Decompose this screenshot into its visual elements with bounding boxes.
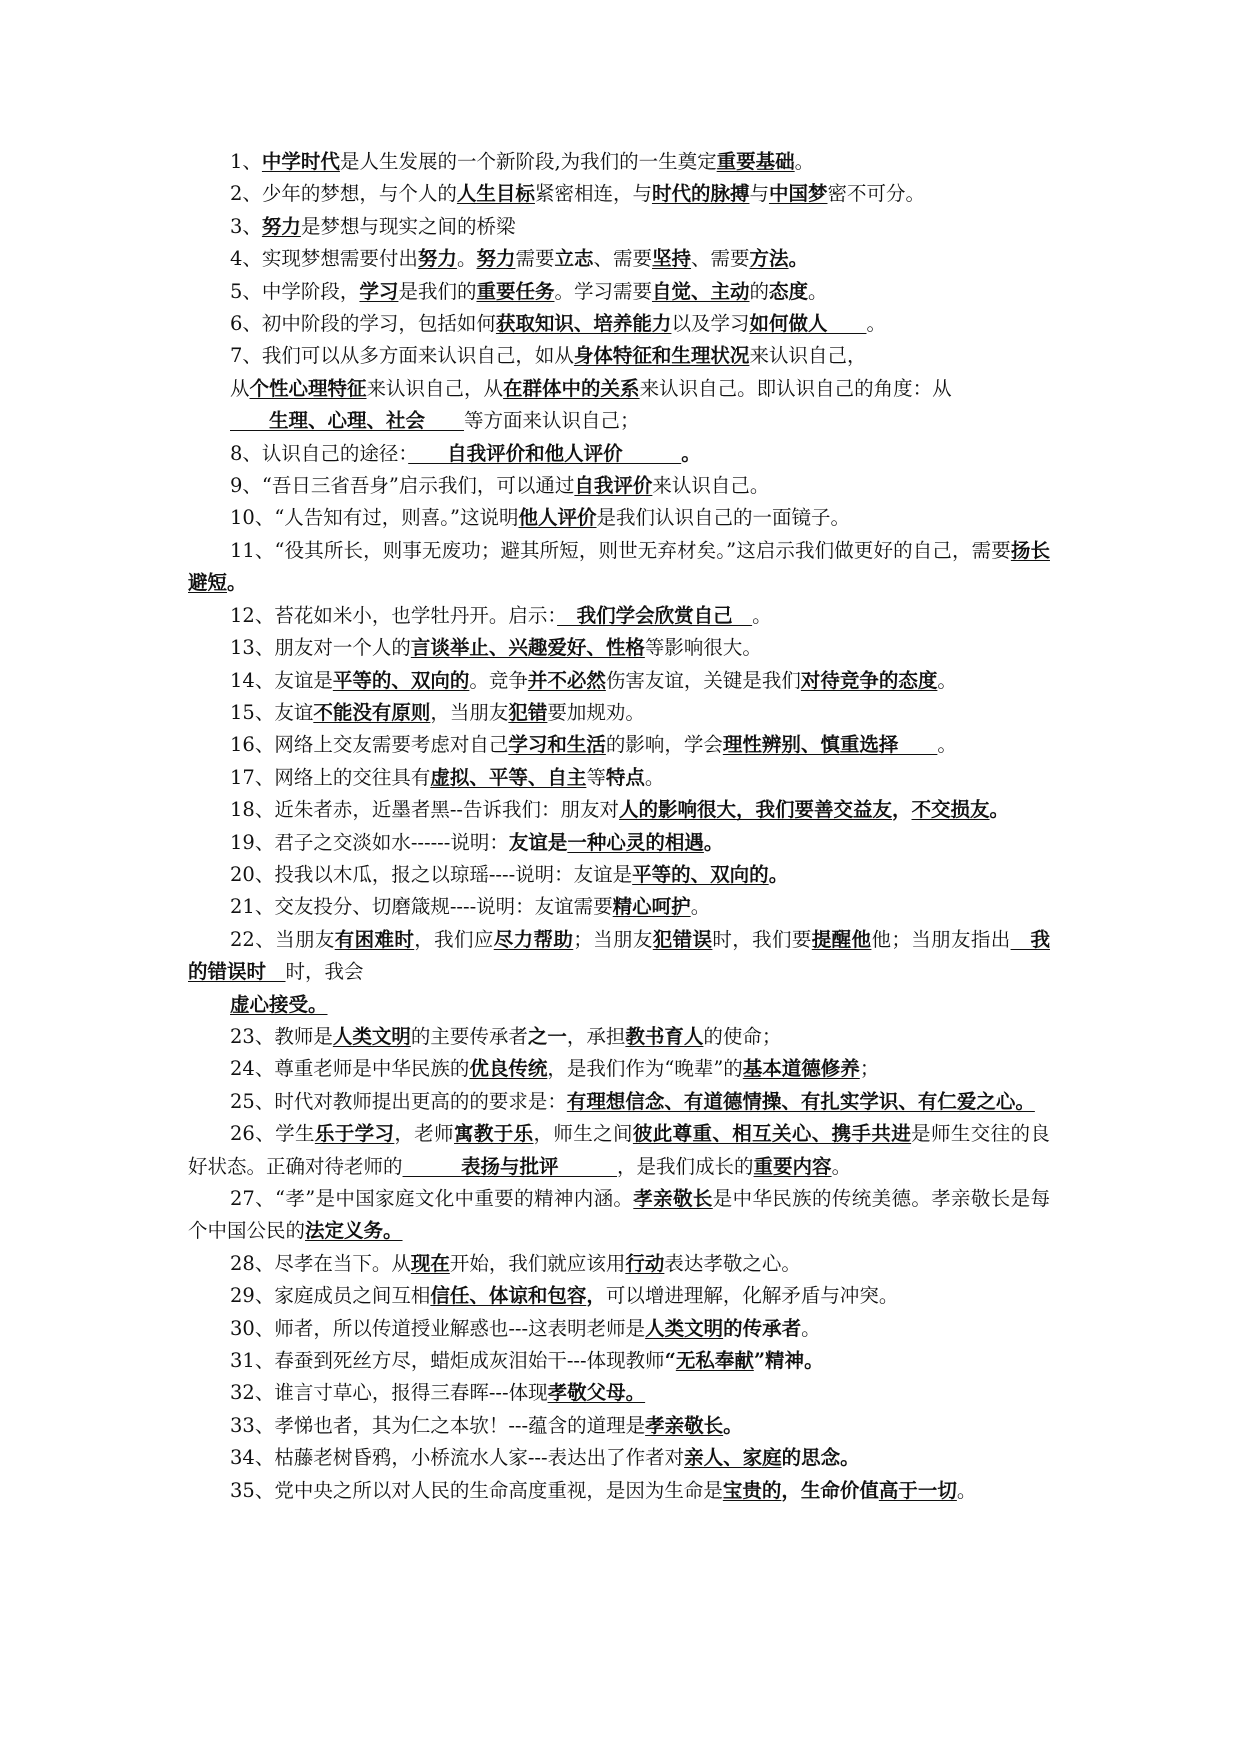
bold-text: ， xyxy=(586,1284,606,1308)
text-segment: 。 xyxy=(794,150,815,173)
item-line xyxy=(188,1475,1050,1507)
text-segment: 15、友谊 xyxy=(230,700,314,724)
text-segment: ，承担 xyxy=(566,1024,626,1048)
text-segment: 33、孝悌也者，其为仁之本欤！---蕴含的道理是 xyxy=(230,1413,646,1437)
key-phrase: 中学时代 xyxy=(261,150,340,173)
key-phrase: 教书育人 xyxy=(625,1024,704,1048)
text-segment: 。 xyxy=(752,603,772,627)
bold-text: 。 xyxy=(703,830,724,854)
text-segment: 他；当朋友指出 xyxy=(871,927,1011,951)
key-phrase: 寓教于乐 xyxy=(453,1122,534,1146)
text-segment: 20、投我以木瓜，报之以琼瑶----说明：友谊是 xyxy=(230,862,633,886)
text-segment: 。 xyxy=(937,733,957,757)
key-phrase: 无私奉献 xyxy=(675,1349,754,1373)
item-line xyxy=(188,794,1050,826)
text-segment: 来认识自己。 xyxy=(652,474,770,498)
text-segment: 9、“吾日三省吾身”启示我们，可以通过 xyxy=(230,474,575,498)
bold-text: 的传承者 xyxy=(723,1316,802,1340)
text-segment: 。 xyxy=(866,312,886,336)
text-segment: ；当朋友 xyxy=(573,927,653,951)
key-phrase: 人类文明 xyxy=(332,1024,411,1048)
text-segment: 紧密相连，与 xyxy=(534,182,652,206)
key-phrase: 对待竞争的态度 xyxy=(800,668,938,692)
text-segment: 时，我们要 xyxy=(712,927,812,951)
bold-text: 精神 xyxy=(765,1349,805,1373)
key-phrase: 行动 xyxy=(625,1251,665,1275)
text-segment: ，老师 xyxy=(394,1122,454,1146)
key-phrase: 乐于学习 xyxy=(314,1122,395,1146)
text-segment: 是我们的 xyxy=(398,279,477,303)
key-phrase: 优良传统 xyxy=(469,1057,548,1081)
item-line xyxy=(188,1248,1050,1280)
text-segment: 。 xyxy=(644,765,665,789)
key-phrase: 中国梦 xyxy=(768,182,828,206)
key-phrase: 学习 xyxy=(359,279,399,303)
item-line xyxy=(188,211,1050,243)
text-segment: 25、时代对教师提出更高的的要求是： xyxy=(230,1089,567,1113)
bold-text: 。 xyxy=(227,571,247,595)
key-phrase: 一种心灵的相遇 xyxy=(567,830,704,854)
key-phrase: 表扬与批评 xyxy=(402,1154,618,1178)
text-segment: 。学习需要 xyxy=(554,279,652,303)
key-phrase: 彼此尊重、相互关心、携手共进 xyxy=(632,1122,912,1146)
text-segment: 来认识自己， xyxy=(749,344,867,368)
item-line xyxy=(188,1021,1050,1053)
key-phrase: 方法 xyxy=(749,247,789,271)
text-segment: 、需要 xyxy=(691,247,750,271)
text-segment: 26、学生 xyxy=(230,1122,315,1146)
key-phrase: 尽力帮助 xyxy=(493,927,574,951)
text-segment: 28、尽孝在当下。从 xyxy=(230,1251,411,1275)
item-line xyxy=(188,340,1050,372)
text-segment: 。 xyxy=(690,895,711,919)
key-phrase: 生理、心理、社会 xyxy=(230,409,465,433)
item-line xyxy=(188,1345,1050,1377)
item-line xyxy=(188,1086,1050,1118)
bold-text: 立志 xyxy=(554,247,594,271)
text-segment: 等 xyxy=(586,765,606,789)
bold-text: 。 xyxy=(768,862,789,886)
key-phrase: 人类文明 xyxy=(645,1316,724,1340)
text-segment: 时，我会 xyxy=(285,960,364,984)
item-line xyxy=(188,405,1050,437)
text-segment: 10、“人告知有过，则喜。”这说明 xyxy=(230,506,519,530)
text-segment: 是人生发展的一个新阶段,为我们的一生奠定 xyxy=(339,150,717,173)
key-phrase: 平等的、双向的 xyxy=(332,668,470,692)
text-segment: 要加规劝。 xyxy=(547,700,645,724)
key-phrase: 精心呵护 xyxy=(612,895,691,919)
key-phrase: 获取知识、培养能力 xyxy=(495,312,672,336)
key-phrase: 个性心理特征 xyxy=(249,376,367,400)
item-line xyxy=(188,697,1050,729)
key-phrase: 在群体中的关系 xyxy=(503,376,640,400)
text-segment: ，师生之间 xyxy=(533,1122,633,1146)
item-line xyxy=(188,276,1050,308)
item-line xyxy=(188,632,1050,664)
item-line xyxy=(188,665,1050,697)
text-segment: 是梦想与现实之间的桥梁 xyxy=(300,214,516,238)
item-line xyxy=(188,178,1050,210)
item-line xyxy=(188,859,1050,891)
bold-text: 。 xyxy=(723,1413,743,1437)
key-phrase: 犯错 xyxy=(508,700,548,724)
text-segment: 。 xyxy=(937,668,957,692)
key-phrase: 我们学会欣赏自己 xyxy=(557,603,753,627)
text-segment: 1、 xyxy=(230,150,262,173)
key-phrase: 虚拟、平等、自主 xyxy=(430,765,587,789)
key-phrase: 我的错误时 xyxy=(188,927,1050,984)
key-phrase: 时代的脉搏 xyxy=(651,182,750,206)
text-segment: 17、网络上的交往具有 xyxy=(230,765,431,789)
text-segment: ，是我们作为“晚辈”的 xyxy=(547,1057,743,1081)
bold-text: ，生命价值 xyxy=(781,1478,879,1502)
text-segment: 是我们认识自己的一面镜子。 xyxy=(596,506,851,530)
key-phrase: 亲人、家庭 xyxy=(684,1446,782,1470)
bold-text: ” xyxy=(753,1349,766,1373)
text-segment: 14、友谊是 xyxy=(230,668,333,692)
bold-text: 。 xyxy=(681,441,701,465)
text-segment: 。 xyxy=(831,1154,852,1178)
text-segment: 。 xyxy=(801,1316,821,1340)
item-line xyxy=(188,989,1050,1021)
text-segment: 19、君子之交淡如水------说明： xyxy=(230,830,509,854)
key-phrase: 坚持 xyxy=(652,247,692,271)
text-segment: 的 xyxy=(749,279,770,303)
key-phrase: 并不必然 xyxy=(527,668,606,692)
text-segment: 11、“役其所长，则事无废功；避其所短，则世无弃材矣。”这启示我们做更好的自己，需要 xyxy=(230,538,1011,562)
text-segment: ； xyxy=(859,1057,880,1081)
item-line xyxy=(188,1313,1050,1345)
item-line xyxy=(188,762,1050,794)
document-page xyxy=(188,146,1050,1507)
text-segment: 的影响，学会 xyxy=(605,733,723,757)
key-phrase: 自我评价 xyxy=(574,474,653,498)
text-segment: 12、苔花如米小，也学牡丹开。启示： xyxy=(230,603,558,627)
text-segment: 来认识自己，从 xyxy=(366,376,504,400)
text-segment: 的主要传承者 xyxy=(410,1024,528,1048)
key-phrase: 自觉、主动 xyxy=(651,279,750,303)
item-line xyxy=(188,438,1050,470)
key-phrase: 犯错误 xyxy=(652,927,713,951)
text-segment: 表达孝敬之心。 xyxy=(664,1251,801,1275)
text-segment: 需要 xyxy=(515,247,555,271)
item-line xyxy=(188,1280,1050,1312)
key-phrase: 他人评价 xyxy=(518,506,597,530)
text-segment: 22、当朋友 xyxy=(230,927,335,951)
item-line xyxy=(188,243,1050,275)
item-line xyxy=(188,924,1050,989)
key-phrase: 虚心接受。 xyxy=(230,992,328,1016)
key-phrase: 理性辨别、慎重选择 xyxy=(722,733,938,757)
bold-text: 。 xyxy=(788,247,809,271)
key-phrase: 现在 xyxy=(410,1251,450,1275)
text-segment: 21、交友投分、切磨箴规----说明：友谊需要 xyxy=(230,895,613,919)
text-segment: 3、 xyxy=(230,214,262,238)
bold-text: 。 xyxy=(840,1446,860,1470)
key-phrase: 如何做人 xyxy=(749,312,867,336)
item-line xyxy=(188,535,1050,600)
text-segment: 。 xyxy=(808,279,828,303)
key-phrase: 信任、体谅和包容 xyxy=(430,1284,587,1308)
item-line xyxy=(188,827,1050,859)
bold-text: 之一 xyxy=(527,1024,567,1048)
text-segment: 是中华民族的传统美德。孝亲敬长是每个中国公民的 xyxy=(188,1187,1050,1243)
text-segment: 31、春蚕到死丝方尽，蜡炬成灰泪始干---体现教师 xyxy=(230,1349,665,1373)
item-line xyxy=(188,146,1050,178)
key-phrase: 重要任务 xyxy=(476,279,555,303)
text-segment: 30、师者，所以传道授业解惑也---这表明老师是 xyxy=(230,1316,646,1340)
text-segment: 来认识自己。即认识自己的角度：从 xyxy=(639,376,952,400)
text-segment: 18、近朱者赤，近墨者黑--告诉我们：朋友对 xyxy=(230,798,619,822)
text-segment: 、需要 xyxy=(593,247,653,271)
bold-text: “ xyxy=(664,1349,676,1373)
bold-text: ， xyxy=(892,798,912,822)
text-segment: 与 xyxy=(749,182,769,206)
item-line xyxy=(188,308,1050,340)
key-phrase: 重要内容 xyxy=(753,1154,832,1178)
key-phrase: 不能没有原则 xyxy=(313,700,431,724)
key-phrase: 言谈举止、兴趣爱好、性格 xyxy=(410,636,645,660)
key-phrase: 孝亲敬长 xyxy=(633,1187,713,1210)
key-phrase: 孝敬父母。 xyxy=(547,1381,646,1405)
key-phrase: 努力 xyxy=(417,247,457,271)
key-phrase: 孝亲敬长 xyxy=(645,1413,724,1437)
item-line xyxy=(188,1118,1050,1183)
text-segment: 。竞争 xyxy=(469,668,528,692)
text-segment: ，是我们成长的 xyxy=(617,1154,754,1178)
key-phrase: 平等的、双向的 xyxy=(632,862,769,886)
item-line xyxy=(188,373,1050,405)
key-phrase: 高于一切 xyxy=(878,1478,957,1502)
item-line xyxy=(188,1410,1050,1442)
text-segment: 5、中学阶段， xyxy=(230,279,360,303)
key-phrase: 扬长避短 xyxy=(188,538,1050,595)
text-segment: 24、尊重老师是中华民族的 xyxy=(230,1057,470,1081)
text-segment: 34、枯藤老树昏鸦，小桥流水人家---表达出了作者对 xyxy=(230,1446,685,1470)
text-segment: 6、初中阶段的学习，包括如何 xyxy=(230,312,496,336)
key-phrase: 提醒他 xyxy=(811,927,872,951)
key-phrase: 重要基础 xyxy=(716,150,795,173)
key-phrase: 不交损友 xyxy=(911,798,990,822)
bold-text: 。 xyxy=(804,1349,824,1373)
text-segment: 23、教师是 xyxy=(230,1024,333,1048)
item-line xyxy=(188,1053,1050,1085)
item-line xyxy=(188,891,1050,923)
key-phrase: 学习和生活 xyxy=(508,733,606,757)
bold-text: 态度 xyxy=(769,279,809,303)
text-segment: 等方面来认识自己； xyxy=(464,409,640,433)
key-phrase: 自我评价和他人评价 xyxy=(408,441,682,465)
text-segment: 2、少年的梦想，与个人的 xyxy=(230,182,457,206)
key-phrase: 人生目标 xyxy=(456,182,535,206)
text-segment: 4、实现梦想需要付出 xyxy=(230,247,418,271)
text-segment: 。 xyxy=(956,1478,977,1502)
text-segment: 从 xyxy=(230,376,250,400)
text-segment: 的使命； xyxy=(703,1024,782,1048)
text-segment: 13、朋友对一个人的 xyxy=(230,636,411,660)
text-segment: 密不可分。 xyxy=(827,182,926,206)
text-segment: 16、网络上交友需要考虑对自己 xyxy=(230,733,509,757)
text-segment: 开始，我们就应该用 xyxy=(449,1251,626,1275)
text-segment: 。 xyxy=(456,247,477,271)
item-line xyxy=(188,1442,1050,1474)
key-phrase: 法定义务。 xyxy=(305,1219,403,1243)
item-line xyxy=(188,600,1050,632)
key-phrase: 努力 xyxy=(476,247,516,271)
key-phrase: 有困难时 xyxy=(334,927,415,951)
item-line xyxy=(188,1377,1050,1409)
item-line xyxy=(188,729,1050,761)
key-phrase: 身体特征和生理状况 xyxy=(573,344,750,368)
key-phrase: 有理想信念、有道德情操、有扎实学识、有仁爱之心。 xyxy=(566,1089,1035,1113)
bold-text: 。 xyxy=(989,798,1010,822)
text-segment: 35、党中央之所以对人民的生命高度重视，是因为生命是 xyxy=(230,1478,723,1502)
text-segment: 以及学习 xyxy=(671,312,750,336)
key-phrase: 人的影响很大，我们要善交益友 xyxy=(619,798,893,822)
text-segment: ，我们应 xyxy=(414,927,494,951)
bold-text: 特点 xyxy=(605,765,645,789)
text-segment: 伤害友谊，关键是我们 xyxy=(605,668,801,692)
text-segment: 等影响很大。 xyxy=(644,636,762,660)
text-segment: 32、谁言寸草心，报得三春晖---体现 xyxy=(230,1381,548,1405)
key-phrase: 努力 xyxy=(261,214,301,238)
text-segment: 29、家庭成员之间互相 xyxy=(230,1284,431,1308)
item-line xyxy=(188,1183,1050,1248)
text-segment: 8、认识自己的途径： xyxy=(230,441,409,465)
item-line xyxy=(188,470,1050,502)
key-phrase: 宝贵的 xyxy=(722,1478,782,1502)
text-segment: 7、我们可以从多方面来认识自己，如从 xyxy=(230,344,574,368)
text-segment: ，当朋友 xyxy=(430,700,509,724)
bold-text: 的思念 xyxy=(781,1446,841,1470)
text-segment: 27、“孝”是中国家庭文化中重要的精神内涵。 xyxy=(230,1187,634,1210)
text-segment: 是师生交往的良好状态。正确对待老师的 xyxy=(188,1122,1050,1178)
item-line xyxy=(188,502,1050,534)
text-segment: 可以增进理解，化解矛盾与冲突。 xyxy=(605,1284,899,1308)
bold-text: 友谊是 xyxy=(508,830,568,854)
key-phrase: 基本道德修养 xyxy=(742,1057,860,1081)
